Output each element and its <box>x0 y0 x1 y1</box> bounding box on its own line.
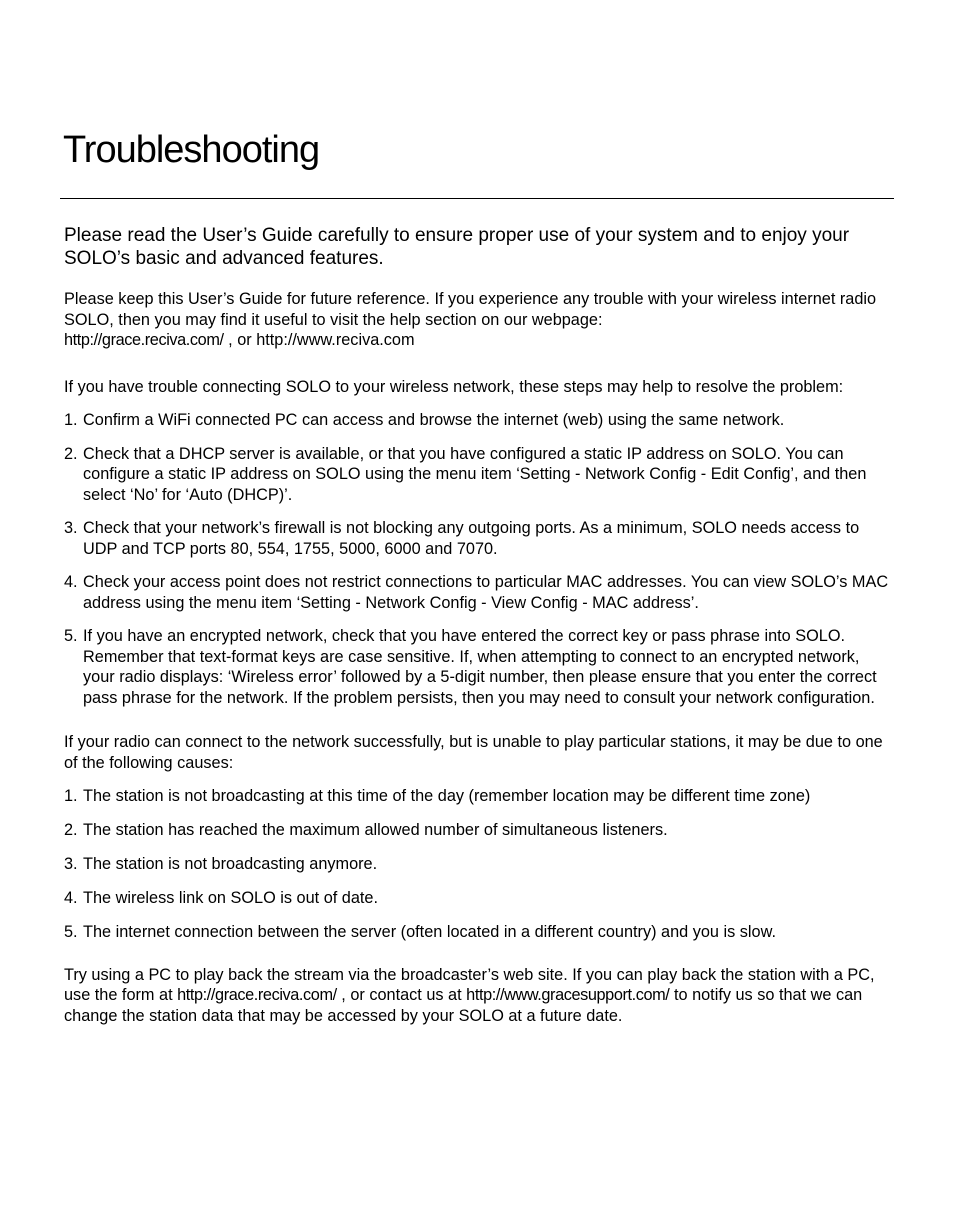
station-cause <box>64 922 894 943</box>
final-text-3: to notify us so that we can change the station data that may be accessed by your SOLO at a future date. <box>64 986 863 1025</box>
station-cause-number: 1. <box>64 787 78 805</box>
reciva-link[interactable]: http://www.reciva.com <box>256 331 415 349</box>
connect-step <box>64 518 894 559</box>
station-cause <box>64 820 894 841</box>
connect-step-number: 2. <box>64 444 78 463</box>
connect-step <box>64 626 894 708</box>
connect-step-text: Check that a DHCP server is available, or that you have configured a static IP address on SOLO. You can configure a static IP address on SOLO using the menu item ‘Setting - Network Config - Edit Config’, and then select ‘No’ for ‘Auto (DHCP)’. <box>83 444 867 504</box>
station-cause <box>64 888 894 909</box>
station-cause-text: The station is not broadcasting at this time of the day (remember location may be different time zone) <box>83 787 811 805</box>
connect-step-text: Check your access point does not restrict connections to particular MAC addresses. You can view SOLO’s MAC address using the menu item ‘Setting - Network Config - View Config - MAC address’. <box>83 573 889 612</box>
page-title: Troubleshooting <box>63 129 320 171</box>
station-cause-text: The wireless link on SOLO is out of date. <box>83 889 379 907</box>
connect-step-number: 5. <box>64 627 78 645</box>
grace-reciva-form-link[interactable]: http://grace.reciva.com/ <box>177 986 337 1004</box>
connect-step-number: 4. <box>64 573 78 591</box>
stations-causes-list <box>64 786 894 943</box>
station-cause-number: 4. <box>64 889 78 907</box>
final-paragraph <box>64 965 894 1027</box>
page-content <box>64 224 894 1026</box>
gracesupport-link[interactable]: http://www.gracesupport.com/ <box>466 986 670 1004</box>
connect-step <box>64 410 894 431</box>
connect-step-number: 3. <box>64 519 78 537</box>
connect-step-text: Check that your network’s firewall is not blocking any outgoing ports. As a minimum, SOLO needs access to UDP and TCP ports 80, 554, 1755, 5000, 6000 and 7070. <box>83 519 860 558</box>
title-divider <box>60 198 894 199</box>
stations-lead: If your radio can connect to the network successfully, but is unable to play particular stations, it may be due to one of the following causes: <box>64 733 883 772</box>
station-cause-number: 5. <box>64 923 78 941</box>
keep-guide-paragraph <box>64 289 894 351</box>
station-cause-number: 3. <box>64 855 78 873</box>
intro-paragraph: Please read the User’s Guide carefully to ensure proper use of your system and to enjoy your SOLO’s basic and advanced features. <box>64 225 850 269</box>
connect-steps-list <box>64 410 894 708</box>
final-text-2: , or contact us at <box>336 986 467 1004</box>
station-cause <box>64 854 894 875</box>
station-cause-text: The internet connection between the server (often located in a different country) and you is slow. <box>83 923 776 941</box>
connect-step <box>64 444 894 506</box>
station-cause-text: The station has reached the maximum allowed number of simultaneous listeners. <box>83 821 668 839</box>
keep-guide-or: , or <box>223 331 257 349</box>
connect-step-text: Confirm a WiFi connected PC can access and browse the internet (web) using the same network. <box>83 411 785 429</box>
station-cause <box>64 786 894 807</box>
final-text-1: Try using a PC to play back the stream via the broadcaster’s web site. If you can play back the station with a PC, use the form at <box>64 965 875 1004</box>
station-cause-number: 2. <box>64 821 78 839</box>
station-cause-text: The station is not broadcasting anymore. <box>83 855 378 873</box>
connect-step-text: If you have an encrypted network, check that you have entered the correct key or pass phrase into SOLO. Remember that text-format keys are case sensitive. If, when attempting to connect to an encrypted network, your radio displays: ‘Wireless error’ followed by a 5-digit number, then please ensure that you enter the correct pass phrase for the network. If the problem persists, then you may need to consult your network configuration. <box>83 627 877 707</box>
connect-lead: If you have trouble connecting SOLO to your wireless network, these steps may help to resolve the problem: <box>64 377 844 396</box>
connect-step <box>64 572 894 613</box>
grace-reciva-link[interactable]: http://grace.reciva.com/ <box>64 331 224 349</box>
connect-step-number: 1. <box>64 411 78 429</box>
keep-guide-text: Please keep this User’s Guide for future reference. If you experience any trouble with your wireless internet radio SOLO, then you may find it useful to visit the help section on our webpage: <box>64 290 877 329</box>
